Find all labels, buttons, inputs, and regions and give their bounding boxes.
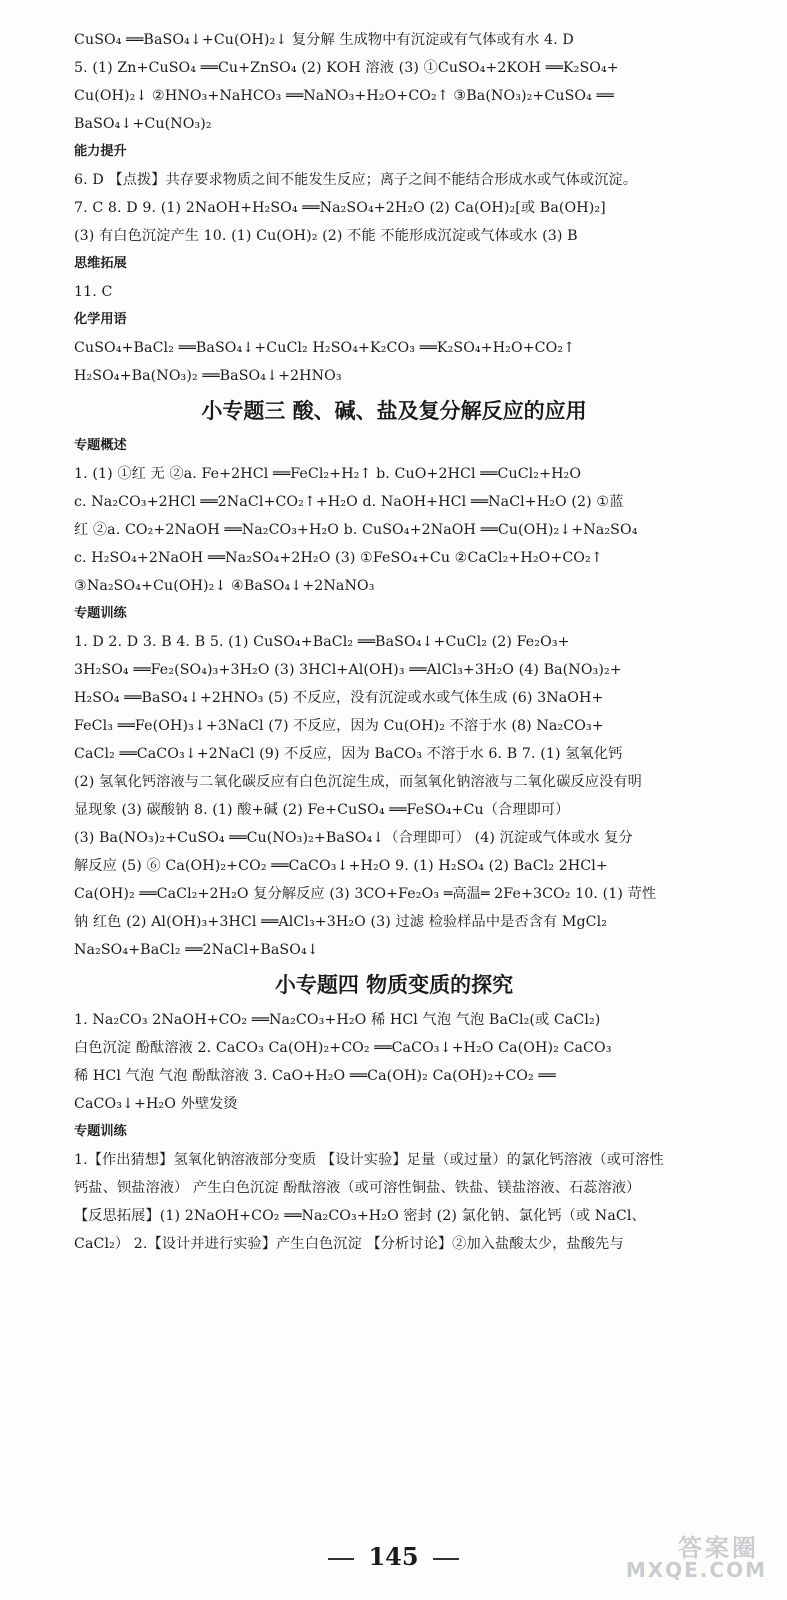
text-line: 6. D 【点拨】共存要求物质之间不能发生反应；离子之间不能结合形成水或气体或沉淀。 [74,172,638,188]
watermark-bottom-text: MXQE.COM [625,1558,767,1582]
text-line: 稀 HCl 气泡 气泡 酚酞溶液 3. CaO+H₂O ══Ca(OH)₂ Ca(OH)₂+CO₂ ══ [74,1068,556,1084]
text-line: CuSO₄ ══BaSO₄↓+Cu(OH)₂↓ 复分解 生成物中有沉淀或有气体或有水 4. D [74,32,574,48]
footer-dash-right [433,1558,459,1560]
text-line: c. Na₂CO₃+2HCl ══2NaCl+CO₂↑+H₂O d. NaOH+HCl ══NaCl+H₂O (2) ①蓝 [74,494,624,510]
section-heading: 能力提升 [74,144,127,159]
text-line: Na₂SO₄+BaCl₂ ══2NaCl+BaSO₄↓ [74,942,319,958]
text-line: 7. C 8. D 9. (1) 2NaOH+H₂SO₄ ══Na₂SO₄+2H₂O (2) Ca(OH)₂[或 Ba(OH)₂] [74,200,606,216]
page-number: 145 [368,1542,419,1571]
text-line: (3) 有白色沉淀产生 10. (1) Cu(OH)₂ (2) 不能 不能形成沉淀或气体或水 (3) B [74,228,578,244]
topic-title: 小专题四 物质变质的探究 [274,973,514,997]
watermark-logo [589,1528,767,1588]
text-line: H₂SO₄+Ba(NO₃)₂ ══BaSO₄↓+2HNO₃ [74,368,342,384]
text-line: 钠 红色 (2) Al(OH)₃+3HCl ══AlCl₃+3H₂O (3) 过滤 检验样品中是否含有 MgCl₂ [74,914,608,930]
section-heading: 专题训练 [74,1124,127,1139]
text-line: 5. (1) Zn+CuSO₄ ══Cu+ZnSO₄ (2) KOH 溶液 (3) ①CuSO₄+2KOH ══K₂SO₄+ [74,60,619,76]
text-line: Ca(OH)₂ ══CaCl₂+2H₂O 复分解反应 (3) 3CO+Fe₂O₃ ═高温═ 2Fe+3CO₂ 10. (1) 苛性 [74,886,657,902]
text-line: (3) Ba(NO₃)₂+CuSO₄ ══Cu(NO₃)₂+BaSO₄↓（合理即可） (4) 沉淀或气体或水 复分 [74,830,633,846]
text-line: 1. Na₂CO₃ 2NaOH+CO₂ ══Na₂CO₃+H₂O 稀 HCl 气泡 气泡 BaCl₂(或 CaCl₂) [74,1012,601,1028]
section-heading: 专题训练 [74,606,127,621]
text-line: Cu(OH)₂↓ ②HNO₃+NaHCO₃ ══NaNO₃+H₂O+CO₂↑ ③Ba(NO₃)₂+CuSO₄ ══ [74,88,614,104]
text-line: 解反应 (5) ⑥ Ca(OH)₂+CO₂ ══CaCO₃↓+H₂O 9. (1) H₂SO₄ (2) BaCl₂ 2HCl+ [74,858,608,874]
footer-dash-left [328,1558,354,1560]
text-line: 1.【作出猜想】氢氧化钠溶液部分变质 【设计实验】足量（或过量）的氯化钙溶液（或可溶性 [74,1152,664,1168]
text-line: 1. D 2. D 3. B 4. B 5. (1) CuSO₄+BaCl₂ ══BaSO₄↓+CuCl₂ (2) Fe₂O₃+ [74,634,570,650]
section-heading: 化学用语 [74,312,127,327]
text-line: FeCl₃ ══Fe(OH)₃↓+3NaCl (7) 不反应，因为 Cu(OH)₂ 不溶于水 (8) Na₂CO₃+ [74,718,604,734]
text-line: CaCl₂ ══CaCO₃↓+2NaCl (9) 不反应，因为 BaCO₃ 不溶于水 6. B 7. (1) 氢氧化钙 [74,746,623,762]
text-line: 显现象 (3) 碳酸钠 8. (1) 酸+碱 (2) Fe+CuSO₄ ══FeSO₄+Cu（合理即可） [74,802,570,818]
section-heading: 思维拓展 [74,256,127,271]
text-line: 11. C [74,284,113,300]
text-line: ③Na₂SO₄+Cu(OH)₂↓ ④BaSO₄↓+2NaNO₃ [74,578,375,594]
topic-title: 小专题三 酸、碱、盐及复分解反应的应用 [201,399,587,423]
text-line: CaCl₂） 2.【设计并进行实验】产生白色沉淀 【分析讨论】②加入盐酸太少，盐酸先与 [74,1236,624,1252]
section-heading: 专题概述 [74,438,127,453]
text-line: 白色沉淀 酚酞溶液 2. CaCO₃ Ca(OH)₂+CO₂ ══CaCO₃↓+H₂O Ca(OH)₂ CaCO₃ [74,1040,612,1056]
text-line: c. H₂SO₄+2NaOH ══Na₂SO₄+2H₂O (3) ①FeSO₄+Cu ②CaCl₂+H₂O+CO₂↑ [74,550,603,566]
text-line: (2) 氢氧化钙溶液与二氧化碳反应有白色沉淀生成，而氢氧化钠溶液与二氧化碳反应没有明 [74,774,642,790]
answer-page-content [74,26,714,1258]
text-line: 3H₂SO₄ ══Fe₂(SO₄)₃+3H₂O (3) 3HCl+Al(OH)₃ ══AlCl₃+3H₂O (4) Ba(NO₃)₂+ [74,662,622,678]
text-line: CaCO₃↓+H₂O 外壁发烫 [74,1096,238,1112]
text-line: H₂SO₄ ══BaSO₄↓+2HNO₃ (5) 不反应，没有沉淀或水或气体生成 (6) 3NaOH+ [74,690,604,706]
text-line: 1. (1) ①红 无 ②a. Fe+2HCl ══FeCl₂+H₂↑ b. CuO+2HCl ══CuCl₂+H₂O [74,466,582,482]
text-line: 红 ②a. CO₂+2NaOH ══Na₂CO₃+H₂O b. CuSO₄+2NaOH ══Cu(OH)₂↓+Na₂SO₄ [74,522,638,538]
watermark-top-text: 答案圈 [678,1534,759,1562]
text-line: BaSO₄↓+Cu(NO₃)₂ [74,116,212,132]
text-line: 钙盐、钡盐溶液） 产生白色沉淀 酚酞溶液（或可溶性铜盐、铁盐、镁盐溶液、石蕊溶液） [74,1180,641,1196]
text-line: 【反思拓展】(1) 2NaOH+CO₂ ══Na₂CO₃+H₂O 密封 (2) 氯化钠、氯化钙（或 NaCl、 [74,1208,646,1224]
text-line: CuSO₄+BaCl₂ ══BaSO₄↓+CuCl₂ H₂SO₄+K₂CO₃ ══K₂SO₄+H₂O+CO₂↑ [74,340,576,356]
